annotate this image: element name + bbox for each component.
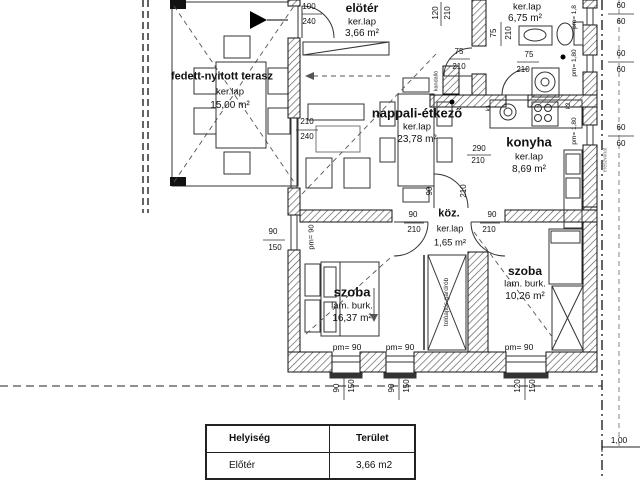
area-furdo: 6,75 m² — [508, 13, 542, 24]
room-name-eloter: elötér — [345, 1, 379, 15]
dim-bwin1-w: 90 — [332, 383, 341, 393]
floor-koz: ker.lap — [436, 223, 464, 234]
dim-bath-door1-width: 75 — [454, 47, 464, 56]
floor-eloter: ker.lap — [348, 16, 376, 28]
dim-koz-left-width: 90 — [408, 210, 418, 219]
dim-bwin3-w: 120 — [513, 379, 522, 393]
dim-terrace-door-height: 240 — [300, 132, 314, 141]
dim-setback: 1,00 — [610, 434, 628, 445]
room-name-szoba1: szoba — [333, 284, 371, 300]
dim-door-rot-width: 75 — [489, 28, 498, 38]
floor-nappali: ker.lap — [403, 121, 431, 133]
single-bed — [549, 229, 582, 284]
floor-konyha: ker.lap — [515, 151, 543, 163]
kitchen-unit-k2-label: k2 — [566, 102, 572, 110]
view-arrowhead — [305, 72, 314, 80]
dim-top-door-width: 120 — [431, 6, 440, 20]
dim-kitchen-opening-width: 290 — [472, 144, 486, 153]
area-table — [205, 424, 416, 480]
dim-koz-right-width: 90 — [487, 210, 497, 219]
dim-parapet-b3: pm= 90 — [504, 341, 534, 352]
dim-bath-door2-height: 210 — [516, 65, 530, 74]
dim-bath-door1-height: 210 — [452, 62, 466, 71]
room-name-nappali: nappali-étkező — [371, 105, 463, 121]
dim-parapet-b1: pm= 90 — [332, 341, 362, 352]
dim-koz-right-height: 210 — [482, 225, 496, 234]
dim-parapet-r1: pm= 1,8 — [570, 5, 578, 29]
dim-top-door-height: 210 — [443, 6, 452, 20]
dim-bath-door2-width: 75 — [524, 50, 534, 59]
area-terasz: 15,00 m² — [210, 100, 250, 111]
room-name-terasz: fedett-nyitott terasz — [170, 70, 274, 83]
dim-bwin2-w: 90 — [387, 383, 396, 393]
floor-szoba2: lam. burk. — [504, 278, 546, 290]
dim-front-door-width: 100 — [302, 2, 316, 11]
dim-bwin2-h: 150 — [402, 379, 411, 393]
room-name-konyha: konyha — [506, 134, 552, 150]
room-name-szoba2: szoba — [507, 264, 543, 278]
dim-parapet-left: pm= 90 — [306, 224, 316, 250]
dim-hall-door-height: 210 — [459, 184, 468, 198]
foyer-cabinet — [303, 42, 389, 55]
kitchen-sink — [500, 104, 516, 120]
dim-hall-door-width: 90 — [425, 186, 434, 196]
room-name-koz: köz. — [438, 207, 460, 220]
dim-parapet-b2: pm= 90 — [385, 341, 415, 352]
eaves-line-label: ereszvonal — [602, 147, 609, 173]
table-cell-area: 3,66 m2 — [356, 459, 393, 471]
dim-win60-3a: 60 — [616, 123, 626, 132]
area-nappali: 23,78 m² — [397, 134, 437, 145]
area-szoba2: 10,26 m² — [505, 291, 545, 302]
dim-win60-3b: 60 — [616, 139, 626, 148]
dim-win60-1a: 60 — [616, 1, 626, 10]
table-cell-room: Előtér — [207, 453, 330, 479]
dim-parapet-r3: pm= 1,80 — [570, 117, 578, 145]
dim-win60-2b: 60 — [616, 65, 626, 74]
area-koz: 1,65 m² — [433, 237, 467, 249]
table-row — [207, 453, 414, 479]
bedroom2-furniture — [549, 229, 583, 350]
dim-koz-left-height: 210 — [407, 225, 421, 234]
floor-furdo: ker.lap — [513, 1, 541, 13]
dim-kitchen-opening-height: 210 — [471, 156, 485, 165]
dim-win60-1b: 60 — [616, 17, 626, 26]
dim-left-window-height: 150 — [268, 243, 282, 252]
dim-bwin3-h: 150 — [528, 379, 537, 393]
dim-parapet-r2: pm= 1,80 — [570, 49, 578, 77]
kitchen-unit-k1-label: k1 — [486, 104, 492, 112]
table-header-area: Terület — [356, 433, 389, 445]
wardrobe-label: tolóajtós gardrób — [442, 277, 450, 327]
dim-win60-2a: 60 — [616, 49, 626, 58]
area-szoba1: 16,37 m² — [332, 313, 372, 324]
dim-front-door-height: 240 — [302, 17, 316, 26]
area-table-header — [207, 426, 414, 453]
dim-door-rot-height: 210 — [504, 26, 513, 40]
bathroom-fixtures — [450, 22, 584, 105]
dim-bwin1-h: 150 — [347, 379, 356, 393]
dim-terrace-door-width: 210 — [300, 117, 314, 126]
floor-szoba1: lam. burk. — [331, 300, 373, 312]
dim-left-window-width: 90 — [268, 227, 278, 236]
area-konyha: 8,69 m² — [512, 164, 546, 175]
table-header-room: Helyiség — [207, 426, 330, 452]
fireplace-label: kandalló — [433, 70, 440, 92]
floor-terasz: ker.lap — [216, 86, 244, 98]
area-eloter: 3,66 m² — [345, 28, 379, 39]
